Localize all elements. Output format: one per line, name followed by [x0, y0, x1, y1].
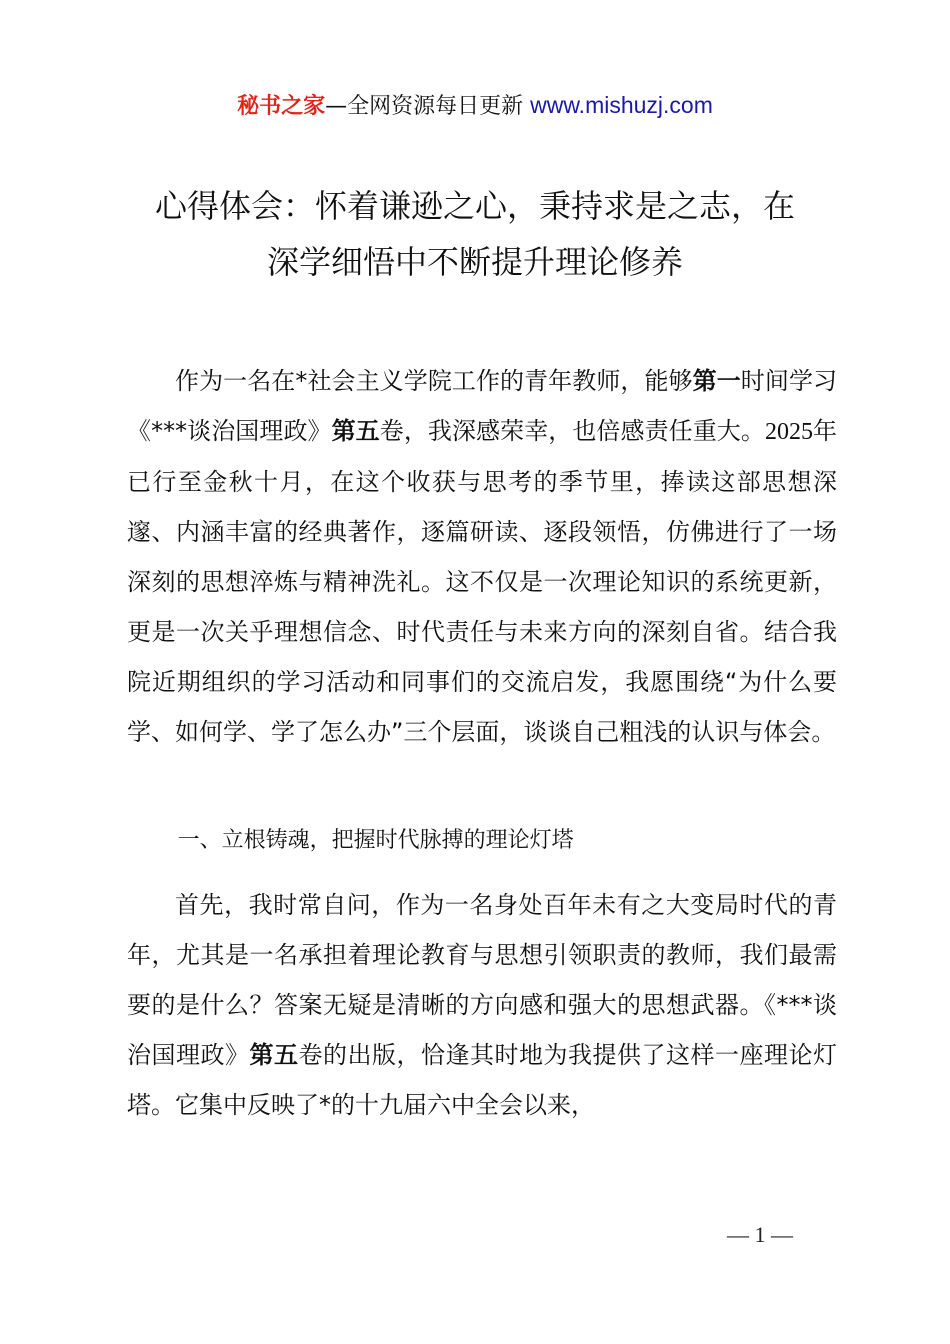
- year-text: 2025: [764, 419, 813, 445]
- title-line-1: 心得体会：怀着谦逊之心，秉持求是之志，在: [154, 187, 795, 225]
- intro-paragraph-block: [127, 356, 837, 757]
- bold-text-run: 第五: [249, 1041, 299, 1069]
- site-header: [0, 88, 950, 124]
- document-title: [110, 178, 840, 290]
- text-run: 首先，我时常自问，作为一名身处百年未有之大变局时代的青年，尤其是一名承担着理论教育与思想引领职责的教师，我们最需要的是什么？答案无疑是清晰的方向感和强大的思想武器。《***谈治国理政》: [127, 891, 837, 1069]
- site-url-link[interactable]: www.mishuzj.com: [530, 92, 713, 118]
- bold-text-run: 第五: [331, 417, 380, 445]
- second-paragraph: [127, 880, 837, 1130]
- text-run: 卷的出版，恰逢其时地为我提供了这样一座理论灯塔。它集中反映了*的十九届六中全会以来，: [127, 1041, 837, 1119]
- second-paragraph-block: [127, 880, 837, 1130]
- site-brand: 秘书之家: [237, 94, 326, 119]
- title-line-2: 深学细悟中不断提升理论修养: [266, 243, 683, 281]
- section-heading: 一、立根铸魂，把握时代脉搏的理论灯塔: [177, 828, 574, 853]
- text-run: 年已行至金秋十月，在这个收获与思考的季节里，捧读这部思想深邃、内涵丰富的经典著作，逐篇研读、逐段领悟，仿佛进行了一场深刻的思想淬炼与精神洗礼。这不仅是一次理论知识的系统更新，更是一次关乎理想信念、时代责任与未来方向的深刻自省。结合我院近期组织的学习活动和同事们的交流启发，我愿围绕“为什么要学、如何学、学了怎么办”三个层面，谈谈自己粗浅的认识与体会。: [127, 417, 838, 746]
- text-run: 时间学习《***谈治国理政》: [127, 367, 838, 445]
- site-slogan: —全网资源每日更新: [325, 94, 524, 119]
- text-run: 卷，我深感荣幸，也倍感责任重大。: [379, 417, 765, 445]
- intro-paragraph: [127, 356, 837, 757]
- page-number: — 1 —: [727, 1222, 793, 1247]
- text-run: 作为一名在*社会主义学院工作的青年教师，能够: [175, 367, 693, 395]
- bold-text-run: 第一: [692, 367, 741, 395]
